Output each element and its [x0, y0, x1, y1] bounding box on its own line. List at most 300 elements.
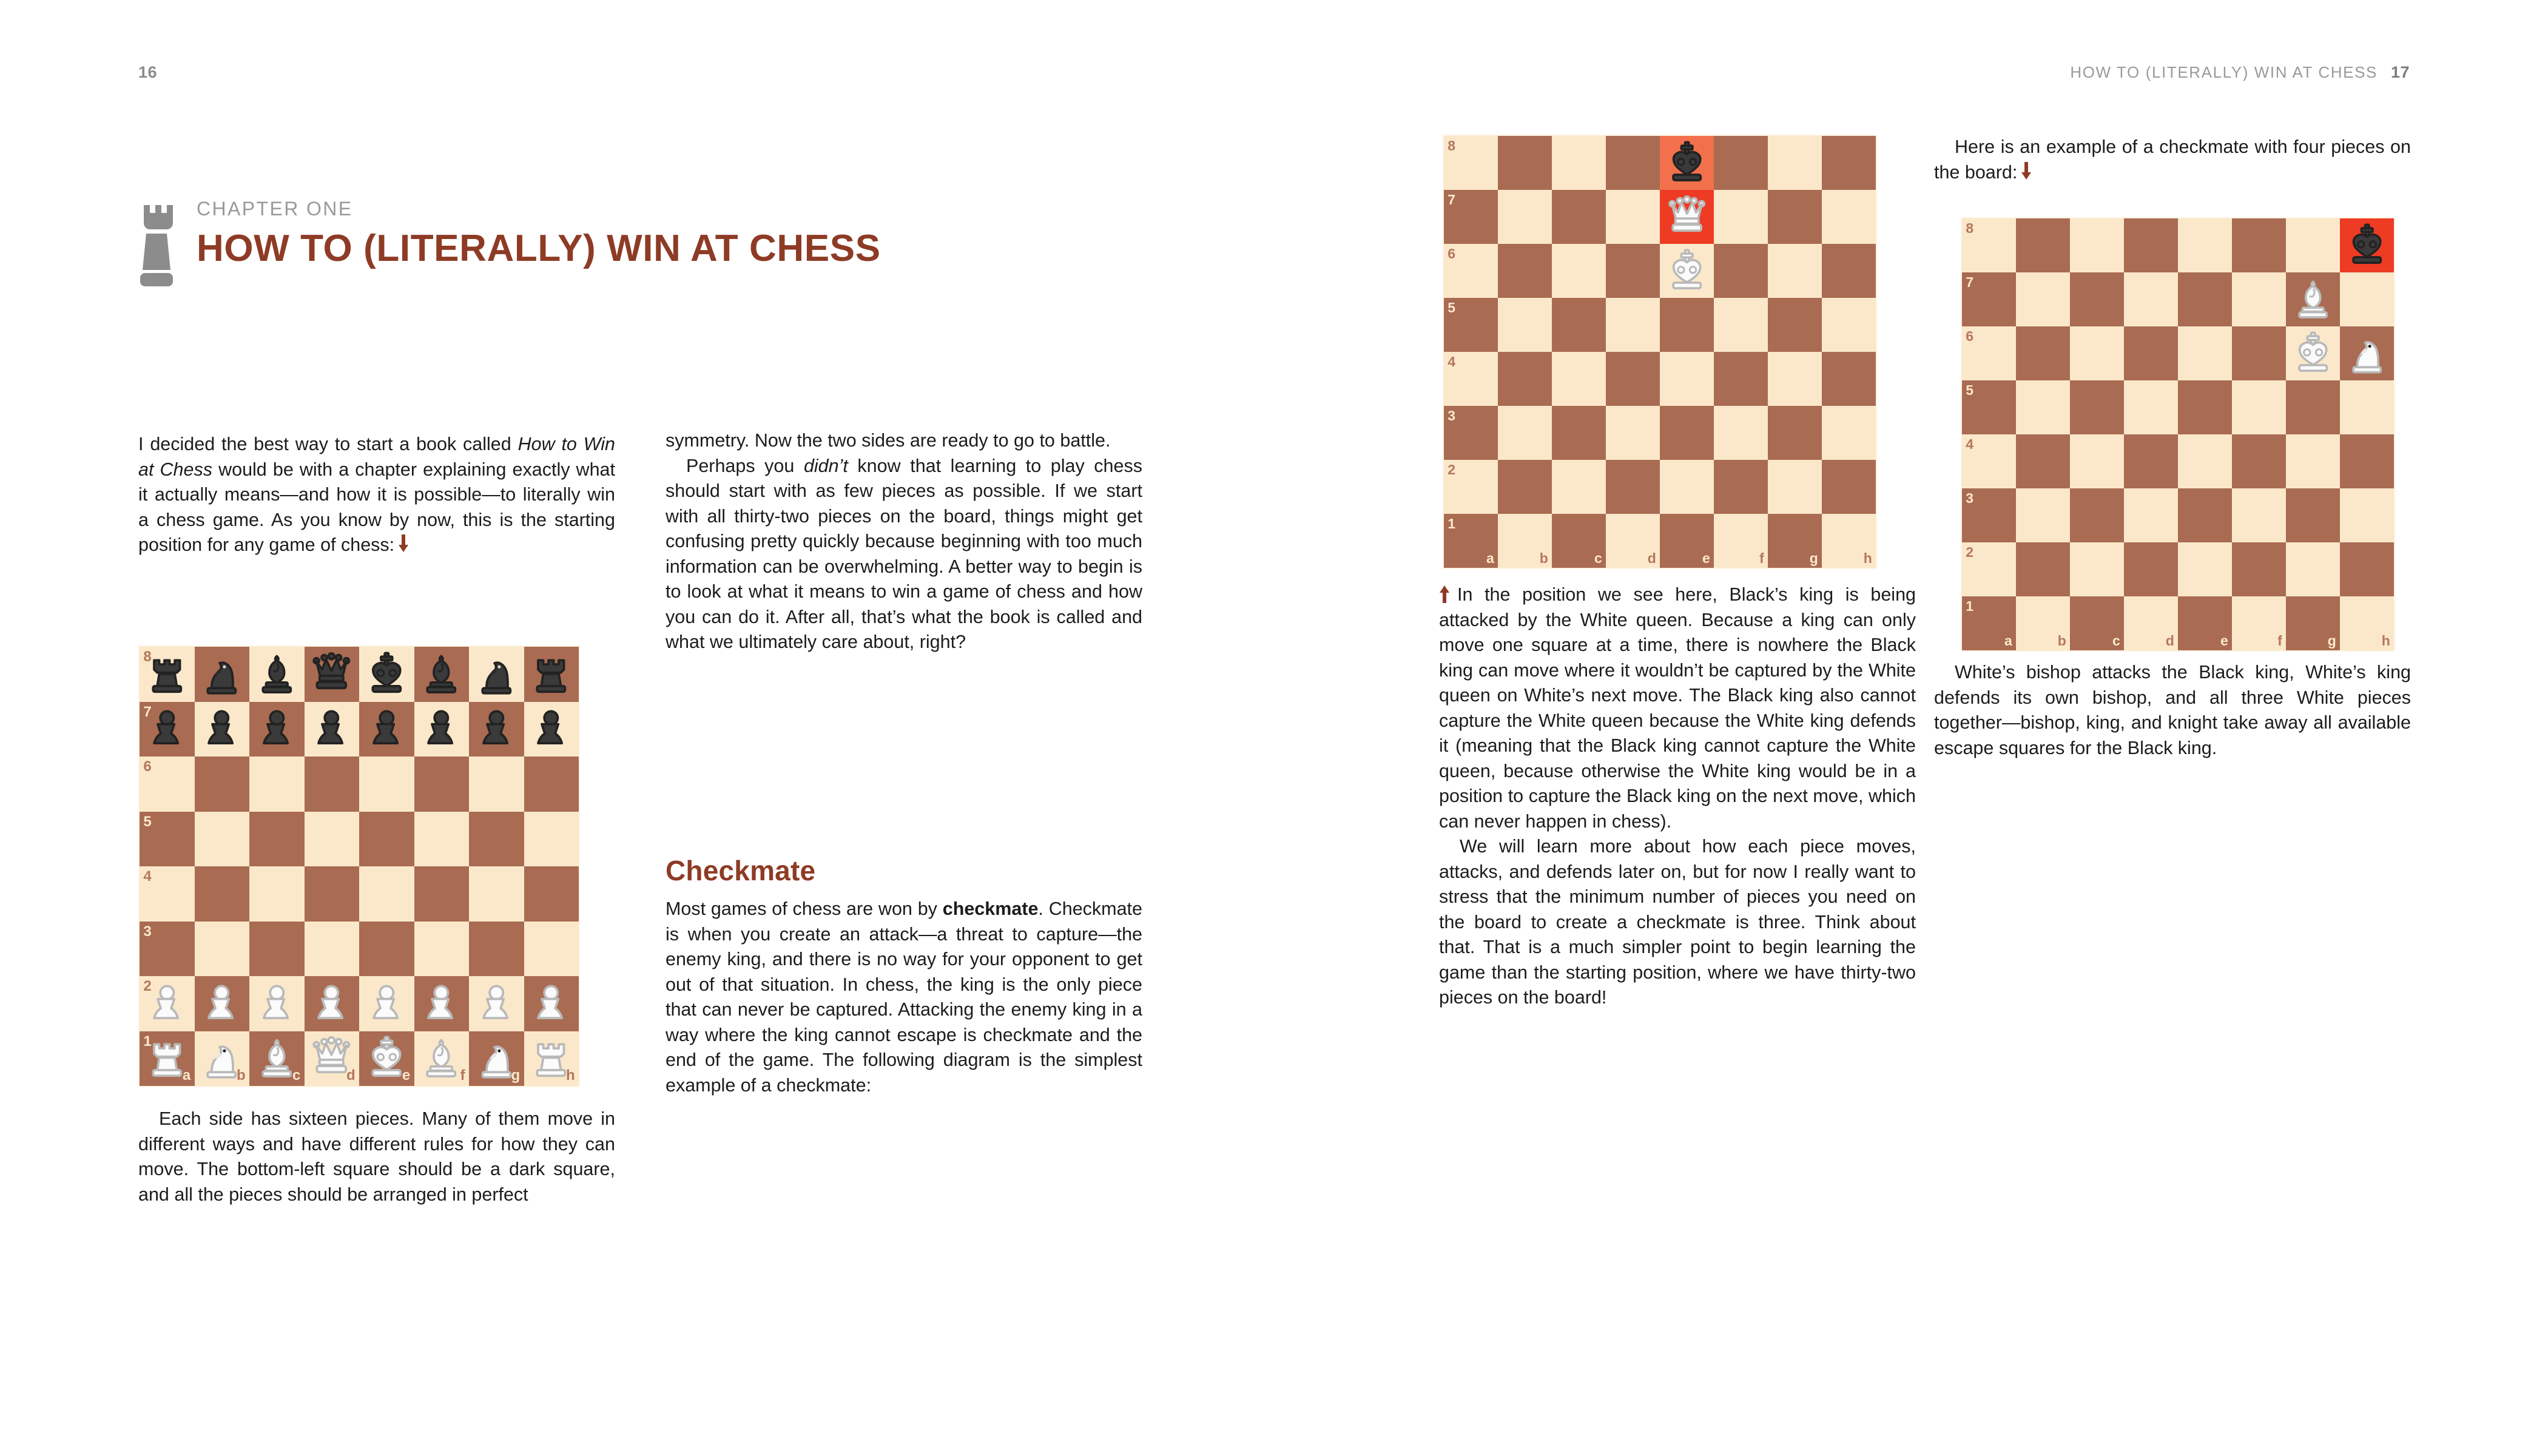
square-c8[interactable]: [1552, 136, 1606, 190]
square-a4[interactable]: [140, 866, 195, 922]
black-king-icon[interactable]: [2342, 221, 2392, 271]
file-label-e: e: [2220, 632, 2228, 649]
column-4-intro: [1934, 135, 2411, 185]
rook-icon: [138, 200, 175, 291]
square-b4[interactable]: [195, 866, 250, 922]
black-knight-icon[interactable]: [471, 649, 522, 699]
column-1-caption-block: [138, 1107, 615, 1207]
square-b8[interactable]: [2016, 218, 2070, 272]
square-g6[interactable]: [469, 757, 524, 812]
square-c8[interactable]: [249, 647, 305, 702]
folio-right: 17: [2390, 63, 2410, 81]
checkmate-text-a: Most games of chess are won by: [666, 898, 943, 919]
square-g2[interactable]: [1768, 460, 1822, 514]
intro-text-a: I decided the best way to start a book called: [138, 434, 518, 454]
square-h2[interactable]: [1822, 460, 1876, 514]
square-g5[interactable]: [469, 812, 524, 867]
square-f7[interactable]: [1714, 190, 1768, 244]
white-pawn-icon[interactable]: [252, 979, 302, 1029]
rank-label-2: 2: [1448, 462, 1456, 478]
square-d2[interactable]: [2124, 542, 2178, 596]
square-f3[interactable]: [2232, 488, 2286, 542]
white-rook-icon[interactable]: [526, 1033, 576, 1084]
square-h3[interactable]: [1822, 406, 1876, 460]
file-label-g: g: [2327, 632, 2336, 649]
white-bishop-icon[interactable]: [252, 1033, 302, 1084]
file-label-d: d: [1647, 550, 1656, 566]
square-f7[interactable]: [2232, 272, 2286, 326]
white-king-icon[interactable]: [2288, 329, 2338, 379]
paragraph-symmetry: symmetry. Now the two sides are ready to go to battle.: [666, 430, 1111, 451]
rank-label-4: 4: [1966, 436, 1974, 453]
square-f4[interactable]: [1714, 352, 1768, 406]
black-rook-icon[interactable]: [526, 649, 576, 699]
square-d4[interactable]: [2124, 434, 2178, 488]
checkmate-section: [666, 854, 1142, 1098]
square-g6[interactable]: [2286, 326, 2340, 380]
file-label-b: b: [2057, 632, 2066, 649]
square-d3[interactable]: [1606, 406, 1660, 460]
black-knight-icon[interactable]: [197, 649, 247, 699]
square-b4[interactable]: [2016, 434, 2070, 488]
square-b5[interactable]: [1498, 298, 1552, 352]
square-d1[interactable]: [1606, 514, 1660, 568]
rank-label-5: 5: [1966, 382, 1974, 399]
square-b7[interactable]: [1498, 190, 1552, 244]
square-d1[interactable]: [2124, 596, 2178, 650]
black-pawn-icon[interactable]: [526, 704, 576, 754]
black-king-icon[interactable]: [362, 649, 412, 699]
square-a7[interactable]: [1444, 190, 1498, 244]
rank-label-1: 1: [1448, 516, 1456, 532]
square-f6[interactable]: [2232, 326, 2286, 380]
square-f2[interactable]: [2232, 542, 2286, 596]
square-e8[interactable]: [1660, 136, 1714, 190]
square-d8[interactable]: [305, 647, 360, 702]
file-label-f: f: [2277, 632, 2282, 649]
square-b5[interactable]: [2016, 380, 2070, 434]
square-b1[interactable]: [1498, 514, 1552, 568]
square-g5[interactable]: [1768, 298, 1822, 352]
rank-label-1: 1: [143, 1033, 152, 1050]
square-f5[interactable]: [1714, 298, 1768, 352]
square-e2[interactable]: [359, 976, 414, 1031]
square-f4[interactable]: [2232, 434, 2286, 488]
square-d7[interactable]: [305, 702, 360, 757]
running-head-right: [2070, 63, 2410, 82]
square-g8[interactable]: [469, 647, 524, 702]
square-b6[interactable]: [1498, 244, 1552, 298]
square-c3[interactable]: [249, 922, 305, 977]
square-b8[interactable]: [195, 647, 250, 702]
square-c2[interactable]: [1552, 460, 1606, 514]
square-g8[interactable]: [1768, 136, 1822, 190]
square-h4[interactable]: [1822, 352, 1876, 406]
square-d2[interactable]: [305, 976, 360, 1031]
square-e2[interactable]: [1660, 460, 1714, 514]
black-rook-icon[interactable]: [142, 649, 192, 699]
checkmate-bold-term: checkmate: [942, 898, 1039, 919]
folio-left: 16: [138, 63, 158, 81]
file-label-h: h: [2381, 632, 2390, 649]
square-b1[interactable]: [2016, 596, 2070, 650]
square-b2[interactable]: [195, 976, 250, 1031]
file-label-f: f: [460, 1067, 465, 1084]
square-e7[interactable]: [2178, 272, 2232, 326]
black-pawn-icon[interactable]: [306, 704, 357, 754]
square-c2[interactable]: [249, 976, 305, 1031]
square-e3[interactable]: [1660, 406, 1714, 460]
square-h6[interactable]: [524, 757, 579, 812]
square-b6[interactable]: [195, 757, 250, 812]
square-e1[interactable]: [2178, 596, 2232, 650]
square-g1[interactable]: [2286, 596, 2340, 650]
square-e4[interactable]: [1660, 352, 1714, 406]
square-e2[interactable]: [2178, 542, 2232, 596]
square-g8[interactable]: [2286, 218, 2340, 272]
file-label-d: d: [346, 1067, 356, 1084]
square-d8[interactable]: [1606, 136, 1660, 190]
black-queen-icon[interactable]: [306, 649, 357, 699]
square-g2[interactable]: [2286, 542, 2340, 596]
square-h6[interactable]: [1822, 244, 1876, 298]
white-knight-icon[interactable]: [471, 1033, 522, 1084]
square-c1[interactable]: [2070, 596, 2124, 650]
square-g4[interactable]: [2286, 434, 2340, 488]
square-h1[interactable]: [524, 1031, 579, 1087]
square-a2[interactable]: [1962, 542, 2016, 596]
square-d6[interactable]: [1606, 244, 1660, 298]
book-title-italic: How to Win at Chess: [138, 434, 615, 480]
file-label-a: a: [182, 1067, 191, 1084]
rank-label-8: 8: [1966, 220, 1974, 237]
paragraph-perhaps: [666, 454, 1142, 655]
square-h7[interactable]: [1822, 190, 1876, 244]
square-h5[interactable]: [2340, 380, 2394, 434]
arrow-down-icon-2: [2021, 162, 2032, 180]
running-head-title: HOW TO (LITERALLY) WIN AT CHESS: [2070, 63, 2378, 81]
square-h7[interactable]: [2340, 272, 2394, 326]
square-c8[interactable]: [2070, 218, 2124, 272]
square-e8[interactable]: [359, 647, 414, 702]
square-e1[interactable]: [1660, 514, 1714, 568]
arrow-up-icon: [1439, 585, 1450, 603]
square-e6[interactable]: [1660, 244, 1714, 298]
white-bishop-icon[interactable]: [416, 1033, 467, 1084]
square-h3[interactable]: [2340, 488, 2394, 542]
square-g4[interactable]: [469, 866, 524, 922]
square-c3[interactable]: [2070, 488, 2124, 542]
square-e6[interactable]: [2178, 326, 2232, 380]
square-a6[interactable]: [1962, 326, 2016, 380]
square-g2[interactable]: [469, 976, 524, 1031]
file-label-e: e: [402, 1067, 411, 1084]
section-heading-checkmate: Checkmate: [666, 855, 816, 886]
black-pawn-icon[interactable]: [471, 704, 522, 754]
square-c6[interactable]: [2070, 326, 2124, 380]
square-c4[interactable]: [1552, 352, 1606, 406]
rank-label-7: 7: [1448, 192, 1456, 208]
square-a3[interactable]: [140, 922, 195, 977]
square-d5[interactable]: [2124, 380, 2178, 434]
white-pawn-icon[interactable]: [142, 979, 192, 1029]
square-a7[interactable]: [140, 702, 195, 757]
square-a2[interactable]: [140, 976, 195, 1031]
caption-four-piece: White’s bishop attacks the Black king, White’s king defends its own bishop, and all three White pieces together—bishop, king, and knight take away all available escape squares for the Black king.: [1934, 662, 2411, 758]
square-g1[interactable]: [469, 1031, 524, 1087]
square-d1[interactable]: [305, 1031, 360, 1087]
square-h1[interactable]: [1822, 514, 1876, 568]
white-queen-icon[interactable]: [1662, 192, 1712, 242]
square-a1[interactable]: [1444, 514, 1498, 568]
square-c4[interactable]: [2070, 434, 2124, 488]
arrow-down-icon: [398, 534, 409, 553]
square-c6[interactable]: [249, 757, 305, 812]
white-king-icon[interactable]: [1662, 246, 1712, 296]
white-king-icon[interactable]: [362, 1033, 412, 1084]
square-c5[interactable]: [2070, 380, 2124, 434]
square-e7[interactable]: [1660, 190, 1714, 244]
square-d3[interactable]: [305, 922, 360, 977]
rank-label-7: 7: [1966, 274, 1974, 291]
didnt-italic: didn’t: [803, 455, 848, 476]
square-b3[interactable]: [1498, 406, 1552, 460]
file-label-c: c: [292, 1067, 301, 1084]
square-c4[interactable]: [249, 866, 305, 922]
rank-label-3: 3: [143, 923, 152, 940]
square-h3[interactable]: [524, 922, 579, 977]
square-g5[interactable]: [2286, 380, 2340, 434]
black-pawn-icon[interactable]: [362, 704, 412, 754]
square-f8[interactable]: [414, 647, 470, 702]
file-label-a: a: [1486, 550, 1494, 566]
file-label-f: f: [1759, 550, 1764, 566]
square-h8[interactable]: [1822, 136, 1876, 190]
square-d8[interactable]: [2124, 218, 2178, 272]
black-pawn-icon[interactable]: [252, 704, 302, 754]
square-d6[interactable]: [305, 757, 360, 812]
square-h5[interactable]: [1822, 298, 1876, 352]
square-a8[interactable]: [1444, 136, 1498, 190]
square-b4[interactable]: [1498, 352, 1552, 406]
square-d7[interactable]: [1606, 190, 1660, 244]
square-a7[interactable]: [1962, 272, 2016, 326]
square-h4[interactable]: [2340, 434, 2394, 488]
square-f6[interactable]: [1714, 244, 1768, 298]
column-3-text: [1439, 582, 1916, 1011]
square-f6[interactable]: [414, 757, 470, 812]
paragraph-checkmate-def: [666, 897, 1142, 1098]
rank-label-6: 6: [143, 758, 152, 775]
square-d5[interactable]: [305, 812, 360, 867]
square-c6[interactable]: [1552, 244, 1606, 298]
paragraph-minimum-pieces: We will learn more about how each piece moves, attacks, and defends later on, but for now I really want to stress that the minimum number of pieces you need on the board to create a checkmate is three. Think about that. That is a much simpler point to begin learning the game than the starting position, where we have thirty-two pieces on the board!: [1439, 836, 1916, 1008]
square-h8[interactable]: [524, 647, 579, 702]
square-e4[interactable]: [359, 866, 414, 922]
starting-position-board[interactable]: [138, 645, 580, 1087]
square-a3[interactable]: [1444, 406, 1498, 460]
rank-label-7: 7: [143, 703, 152, 720]
square-c7[interactable]: [2070, 272, 2124, 326]
square-g3[interactable]: [2286, 488, 2340, 542]
square-a6[interactable]: [1444, 244, 1498, 298]
square-e4[interactable]: [2178, 434, 2232, 488]
file-label-d: d: [2165, 632, 2174, 649]
square-f1[interactable]: [414, 1031, 470, 1087]
chapter-opener: [138, 198, 1170, 291]
square-b7[interactable]: [2016, 272, 2070, 326]
white-pawn-icon[interactable]: [471, 979, 522, 1029]
square-f2[interactable]: [1714, 460, 1768, 514]
rank-label-8: 8: [143, 649, 152, 666]
square-f3[interactable]: [414, 922, 470, 977]
square-d3[interactable]: [2124, 488, 2178, 542]
square-c7[interactable]: [1552, 190, 1606, 244]
square-g1[interactable]: [1768, 514, 1822, 568]
square-a4[interactable]: [1444, 352, 1498, 406]
paragraph-board2-explain: [1439, 582, 1916, 834]
square-c7[interactable]: [249, 702, 305, 757]
four-piece-checkmate-board[interactable]: [1961, 217, 2395, 652]
square-d6[interactable]: [2124, 326, 2178, 380]
square-b2[interactable]: [2016, 542, 2070, 596]
white-knight-icon[interactable]: [2342, 329, 2392, 379]
square-a6[interactable]: [140, 757, 195, 812]
black-king-icon[interactable]: [1662, 138, 1712, 188]
square-c1[interactable]: [1552, 514, 1606, 568]
square-f8[interactable]: [1714, 136, 1768, 190]
white-queen-icon[interactable]: [306, 1033, 357, 1084]
square-b6[interactable]: [2016, 326, 2070, 380]
square-b7[interactable]: [195, 702, 250, 757]
rank-label-2: 2: [1966, 544, 1974, 561]
square-a5[interactable]: [140, 812, 195, 867]
square-e5[interactable]: [359, 812, 414, 867]
square-b3[interactable]: [195, 922, 250, 977]
square-h8[interactable]: [2340, 218, 2394, 272]
square-h2[interactable]: [524, 976, 579, 1031]
square-c1[interactable]: [249, 1031, 305, 1087]
square-a1[interactable]: [1962, 596, 2016, 650]
square-f2[interactable]: [414, 976, 470, 1031]
queen-king-checkmate-board[interactable]: [1443, 135, 1877, 569]
square-a4[interactable]: [1962, 434, 2016, 488]
paragraph-intro: [138, 432, 615, 558]
square-b8[interactable]: [1498, 136, 1552, 190]
square-g6[interactable]: [1768, 244, 1822, 298]
square-h6[interactable]: [2340, 326, 2394, 380]
square-e3[interactable]: [359, 922, 414, 977]
intro-text-b: would be with a chapter explaining exactly what it actually means—and how it is possible—to literally win a chess game. As you know by now, this is the starting position for any game of chess:: [138, 459, 615, 555]
white-pawn-icon[interactable]: [197, 979, 247, 1029]
square-c3[interactable]: [1552, 406, 1606, 460]
square-f5[interactable]: [2232, 380, 2286, 434]
square-d4[interactable]: [305, 866, 360, 922]
square-e5[interactable]: [1660, 298, 1714, 352]
square-h4[interactable]: [524, 866, 579, 922]
square-e6[interactable]: [359, 757, 414, 812]
column-2-text: [666, 428, 1142, 655]
column-4-caption-block: [1934, 660, 2411, 761]
square-d7[interactable]: [2124, 272, 2178, 326]
chapter-eyebrow: CHAPTER ONE: [197, 198, 353, 220]
square-a5[interactable]: [1962, 380, 2016, 434]
rank-label-2: 2: [143, 978, 152, 995]
square-d4[interactable]: [1606, 352, 1660, 406]
white-knight-icon[interactable]: [197, 1033, 247, 1084]
page-title: HOW TO (LITERALLY) WIN AT CHESS: [197, 228, 881, 269]
square-b2[interactable]: [1498, 460, 1552, 514]
rank-label-4: 4: [1448, 354, 1456, 370]
square-a8[interactable]: [140, 647, 195, 702]
square-g3[interactable]: [469, 922, 524, 977]
square-g7[interactable]: [1768, 190, 1822, 244]
square-e5[interactable]: [2178, 380, 2232, 434]
white-bishop-icon[interactable]: [2288, 275, 2338, 325]
square-f1[interactable]: [1714, 514, 1768, 568]
square-b1[interactable]: [195, 1031, 250, 1087]
square-c2[interactable]: [2070, 542, 2124, 596]
square-h2[interactable]: [2340, 542, 2394, 596]
white-pawn-icon[interactable]: [362, 979, 412, 1029]
rank-label-4: 4: [143, 868, 152, 885]
square-e7[interactable]: [359, 702, 414, 757]
square-h1[interactable]: [2340, 596, 2394, 650]
square-a8[interactable]: [1962, 218, 2016, 272]
white-rook-icon[interactable]: [142, 1033, 192, 1084]
square-h7[interactable]: [524, 702, 579, 757]
black-pawn-icon[interactable]: [197, 704, 247, 754]
square-a1[interactable]: [140, 1031, 195, 1087]
square-f5[interactable]: [414, 812, 470, 867]
white-pawn-icon[interactable]: [526, 979, 576, 1029]
square-g4[interactable]: [1768, 352, 1822, 406]
square-a5[interactable]: [1444, 298, 1498, 352]
square-f1[interactable]: [2232, 596, 2286, 650]
rank-label-6: 6: [1448, 246, 1456, 262]
white-pawn-icon[interactable]: [306, 979, 357, 1029]
file-label-h: h: [566, 1067, 575, 1084]
square-d2[interactable]: [1606, 460, 1660, 514]
square-f8[interactable]: [2232, 218, 2286, 272]
black-pawn-icon[interactable]: [142, 704, 192, 754]
square-a3[interactable]: [1962, 488, 2016, 542]
square-h5[interactable]: [524, 812, 579, 867]
black-pawn-icon[interactable]: [416, 704, 467, 754]
square-b5[interactable]: [195, 812, 250, 867]
paragraph-four-pieces-intro: [1934, 135, 2411, 185]
black-bishop-icon[interactable]: [252, 649, 302, 699]
white-pawn-icon[interactable]: [416, 979, 467, 1029]
square-g7[interactable]: [469, 702, 524, 757]
perhaps-text-a: Perhaps you: [686, 455, 804, 476]
square-a2[interactable]: [1444, 460, 1498, 514]
black-bishop-icon[interactable]: [416, 649, 467, 699]
square-e3[interactable]: [2178, 488, 2232, 542]
square-f3[interactable]: [1714, 406, 1768, 460]
square-f4[interactable]: [414, 866, 470, 922]
square-f7[interactable]: [414, 702, 470, 757]
square-b3[interactable]: [2016, 488, 2070, 542]
square-c5[interactable]: [1552, 298, 1606, 352]
square-e8[interactable]: [2178, 218, 2232, 272]
square-c5[interactable]: [249, 812, 305, 867]
square-g3[interactable]: [1768, 406, 1822, 460]
checkmate-text-b: . Checkmate is when you create an attack—a threat to capture—the enemy king, and there is no way for your opponent to get out of that situation. In chess, the king is the only piece that can never be captured. Attacking the enemy king in a way where the king cannot escape is checkmate and the end of the game. The following diagram is the simplest example of a checkmate:: [666, 898, 1142, 1096]
square-g7[interactable]: [2286, 272, 2340, 326]
square-e1[interactable]: [359, 1031, 414, 1087]
square-d5[interactable]: [1606, 298, 1660, 352]
